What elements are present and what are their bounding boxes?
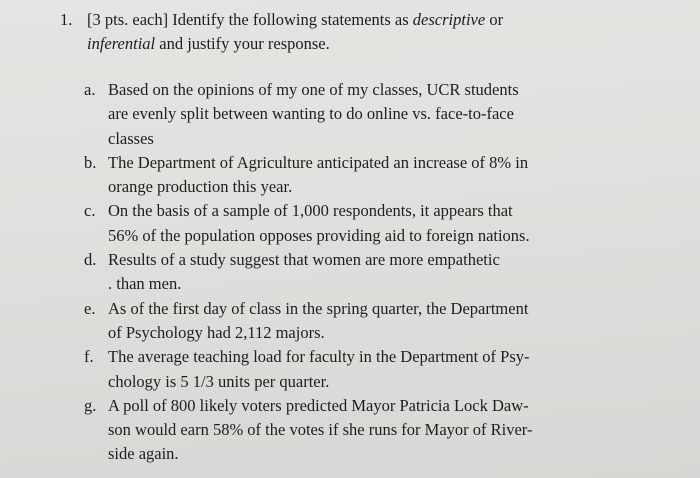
statement-text-line: of Psychology had 2,112 majors. [108, 322, 325, 342]
statement-letter: e. [84, 298, 96, 318]
statement-text-line: 56% of the population opposes providing aid to foreign nations. [108, 225, 530, 245]
statement-item [84, 394, 644, 467]
question-1 [60, 8, 670, 56]
statement-item [84, 345, 644, 394]
statement-text-line: chology is 5 1/3 units per quarter. [108, 371, 330, 391]
statement-text-line: The Department of Agriculture anticipated an increase of 8% in [108, 152, 529, 172]
prompt-term-descriptive: descriptive [412, 10, 486, 29]
statement-text-line: Based on the opinions of my one of my classes, UCR students [108, 80, 519, 99]
statement-item [84, 297, 644, 346]
statement-text-line: classes [108, 128, 154, 148]
statement-item [84, 248, 644, 297]
statement-item [84, 78, 644, 151]
statement-text-line: On the basis of a sample of 1,000 respondents, it appears that [108, 201, 513, 221]
statement-letter: g. [84, 395, 97, 415]
question-number: 1. [60, 10, 73, 29]
statement-text-line: Results of a study suggest that women are more empathetic [108, 250, 500, 270]
statement-text-line: orange production this year. [108, 177, 293, 197]
statement-letter: f. [84, 347, 94, 367]
statement-letter: b. [84, 152, 97, 172]
statement-letter: a. [84, 80, 96, 99]
statement-text-line: A poll of 800 likely voters predicted Mayor Patricia Lock Daw- [108, 395, 529, 415]
statement-text-line: As of the first day of class in the spring quarter, the Department [108, 298, 529, 318]
prompt-term-inferential: inferential [87, 34, 156, 53]
statement-text-line: are evenly split between wanting to do online vs. face-to-face [108, 104, 514, 124]
statement-text-line: son would earn 58% of the votes if she runs for Mayor of River- [108, 420, 533, 440]
statement-list [84, 78, 644, 467]
prompt-middle: or [485, 10, 504, 29]
statement-letter: c. [84, 201, 96, 221]
statement-item [84, 199, 644, 248]
statement-text-line: side again. [108, 444, 179, 464]
statement-text-line: . than men. [108, 274, 182, 294]
prompt-suffix: and justify your response. [155, 34, 330, 53]
statement-text-line: The average teaching load for faculty in the Department of Psy- [108, 347, 530, 367]
prompt-prefix: [3 pts. each] Identify the following statements as [87, 10, 413, 29]
statement-letter: d. [84, 250, 97, 270]
question-prompt [87, 8, 670, 56]
statement-item [84, 151, 644, 200]
